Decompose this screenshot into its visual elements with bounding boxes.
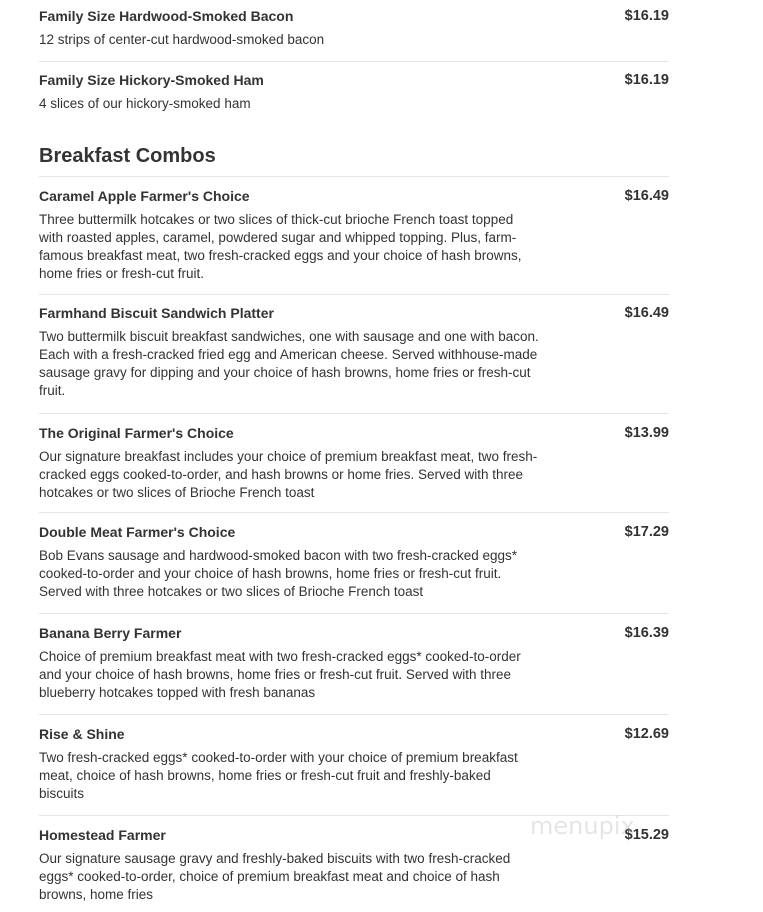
- item-price: $13.99: [624, 425, 669, 441]
- item-description: Three buttermilk hotcakes or two slices of thick-cut brioche French toast topped with roasted apples, caramel, powdered sugar and whipped topping. Plus, farm-famous breakfast meat, two fresh-cracked eggs and your choice of hash browns, home fries or fresh-cut fruit.: [39, 212, 522, 281]
- watermark-logo: menupix: [530, 812, 635, 840]
- item-description: Choice of premium breakfast meat with two fresh-cracked eggs* cooked-to-order and your choice of hash browns, home fries or fresh-cut fruit. Served with three blueberry hotcakes topped with fresh bananas: [39, 649, 521, 700]
- item-description: 4 slices of our hickory-smoked ham: [39, 96, 251, 111]
- menu-item: [39, 715, 669, 816]
- section-title: Breakfast Combos: [39, 145, 216, 167]
- item-price: $12.69: [624, 726, 669, 742]
- item-description: 12 strips of center-cut hardwood-smoked bacon: [39, 32, 325, 47]
- menu-item: [39, 0, 669, 62]
- item-description: Our signature breakfast includes your choice of premium breakfast meat, two fresh-cracked eggs cooked-to-order, and hash browns or home fries. Served with three hotcakes or two slices of Brioche French toast: [39, 449, 538, 500]
- menu-item: [39, 614, 669, 715]
- item-name: Banana Berry Farmer: [39, 625, 182, 641]
- item-description: Our signature sausage gravy and freshly-baked biscuits with two fresh-cracked eggs* cooked-to-order, choice of premium breakfast meat and choice of hash browns, home fries: [39, 851, 511, 902]
- section-header: [39, 126, 669, 178]
- item-description: Bob Evans sausage and hardwood-smoked bacon with two fresh-cracked eggs* cooked-to-order and your choice of hash browns, home fries or fresh-cut fruit. Served with three hotcakes or two slices of Brioche French toast: [39, 548, 518, 599]
- item-price: $16.39: [624, 625, 669, 641]
- item-price: $15.29: [624, 827, 669, 843]
- item-price: $16.19: [624, 72, 669, 88]
- menu-item: [39, 178, 669, 295]
- item-name: Homestead Farmer: [39, 827, 166, 843]
- item-price: $16.19: [624, 8, 669, 24]
- item-name: The Original Farmer's Choice: [39, 425, 234, 441]
- item-description: Two buttermilk biscuit breakfast sandwiches, one with sausage and one with bacon. Each with a fresh-cracked fried egg and American cheese. Served withhouse-made sausage gravy for dipping and your choice of hash browns, home fries or fresh-cut fruit.: [39, 329, 539, 398]
- item-name: Double Meat Farmer's Choice: [39, 524, 236, 540]
- menu-item: [39, 62, 669, 126]
- item-description: Two fresh-cracked eggs* cooked-to-order with your choice of premium breakfast meat, choice of hash browns, home fries or fresh-cut fruit and freshly-baked biscuits: [39, 750, 518, 801]
- section-divider: [39, 176, 669, 177]
- menu-item: [39, 414, 669, 513]
- item-name: Farmhand Biscuit Sandwich Platter: [39, 305, 274, 321]
- menu-page: [39, 0, 669, 912]
- menu-item: [39, 513, 669, 614]
- menu-item: [39, 295, 669, 414]
- item-name: Family Size Hardwood-Smoked Bacon: [39, 8, 294, 24]
- item-name: Rise & Shine: [39, 726, 125, 742]
- item-name: Caramel Apple Farmer's Choice: [39, 188, 250, 204]
- item-price: $17.29: [624, 524, 669, 540]
- item-name: Family Size Hickory-Smoked Ham: [39, 72, 264, 88]
- item-price: $16.49: [624, 188, 669, 204]
- item-price: $16.49: [624, 305, 669, 321]
